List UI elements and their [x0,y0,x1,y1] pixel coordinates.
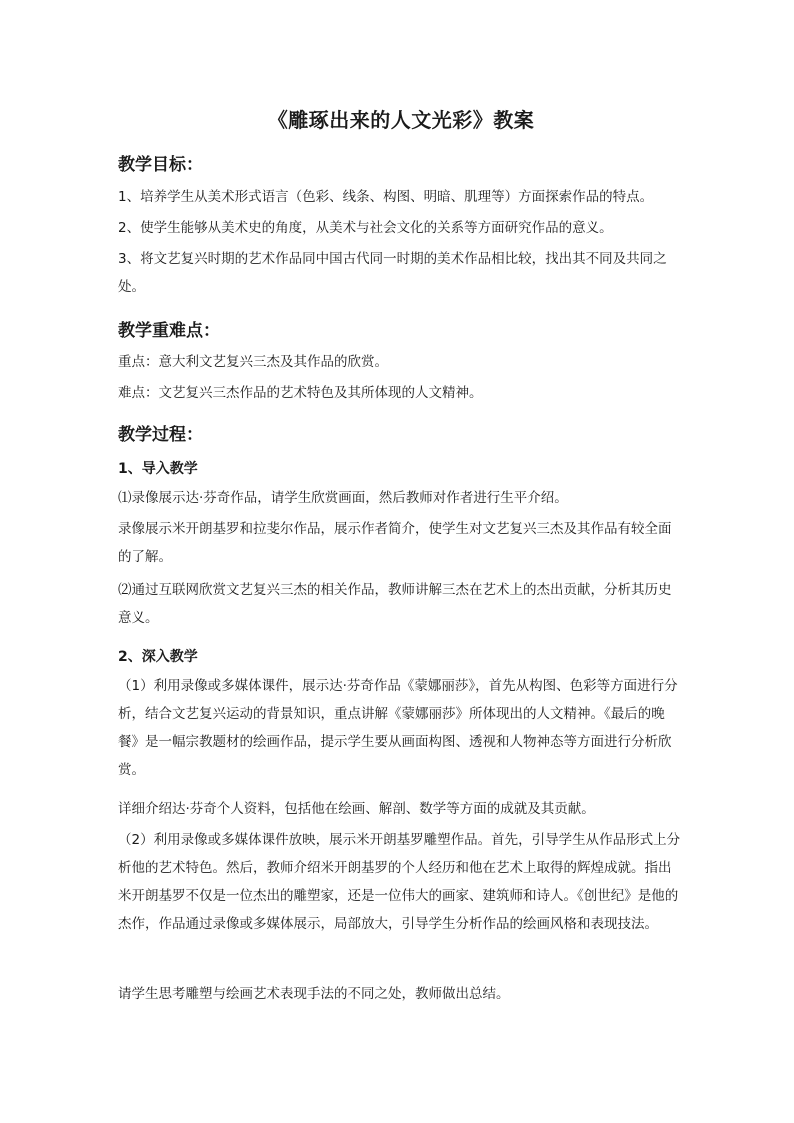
step1-heading: 1、导入教学 [118,461,198,477]
document-title: 《雕琢出来的人文光彩》教案 [267,108,535,132]
document-page [118,0,684,1123]
step2-paragraph-4: 请学生思考雕塑与绘画艺术表现手法的不同之处，教师做出总结。 [118,986,510,1002]
step1-paragraph-3: ⑵通过互联网欣赏文艺复兴三杰的相关作品，教师讲解三杰在艺术上的杰出贡献，分析其历史意义。 [118,582,672,626]
step2-paragraph-1: （1）利用录像或多媒体课件，展示达·芬奇作品《蒙娜丽莎》，首先从构图、色彩等方面进行分析，结合文艺复兴运动的背景知识，重点讲解《蒙娜丽莎》所体现出的人文精神。《最后的晚餐》是一幅宗教题材的绘画作品，提示学生要从画面构图、透视和人物神态等方面进行分析欣赏。 [118,678,678,778]
step2-paragraph-3: （2）利用录像或多媒体课件放映，展示米开朗基罗雕塑作品。首先，引导学生从作品形式上分析他的艺术特色。然后，教师介绍米开朗基罗的个人经历和他在艺术上取得的辉煌成就。指出米开朗基罗不仅是一位杰出的雕塑家，还是一位伟大的画家、建筑师和诗人。《创世纪》是他的杰作，作品通过录像或多媒体展示，局部放大，引导学生分析作品的绘画风格和表现技法。 [118,832,681,932]
step2-paragraph-2: 详细介绍达·芬奇个人资料，包括他在绘画、解剖、数学等方面的成就及其贡献。 [118,801,595,817]
step2-heading: 2、深入教学 [118,649,198,665]
goal-item-3: 3、将文艺复兴时期的艺术作品同中国古代同一时期的美术作品相比较，找出其不同及共同之处。 [118,251,667,295]
process-heading: 教学过程： [118,425,203,445]
goals-heading: 教学目标： [118,155,203,175]
keypoints-heading: 教学重难点： [118,321,220,341]
goal-item-1: 1、培养学生从美术形式语言（色彩、线条、构图、明暗、肌理等）方面探索作品的特点。 [118,189,654,205]
step1-paragraph-1: ⑴录像展示达·芬奇作品，请学生欣赏画面，然后教师对作者进行生平介绍。 [118,490,568,506]
keypoint-important: 重点：意大利文艺复兴三杰及其作品的欣赏。 [118,354,388,370]
step1-paragraph-2: 录像展示米开朗基罗和拉斐尔作品，展示作者简介，使学生对文艺复兴三杰及其作品有较全面的了解。 [118,521,672,565]
goal-item-2: 2、使学生能够从美术史的角度，从美术与社会文化的关系等方面研究作品的意义。 [118,220,613,236]
keypoint-difficult: 难点：文艺复兴三杰作品的艺术特色及其所体现的人文精神。 [118,385,483,401]
